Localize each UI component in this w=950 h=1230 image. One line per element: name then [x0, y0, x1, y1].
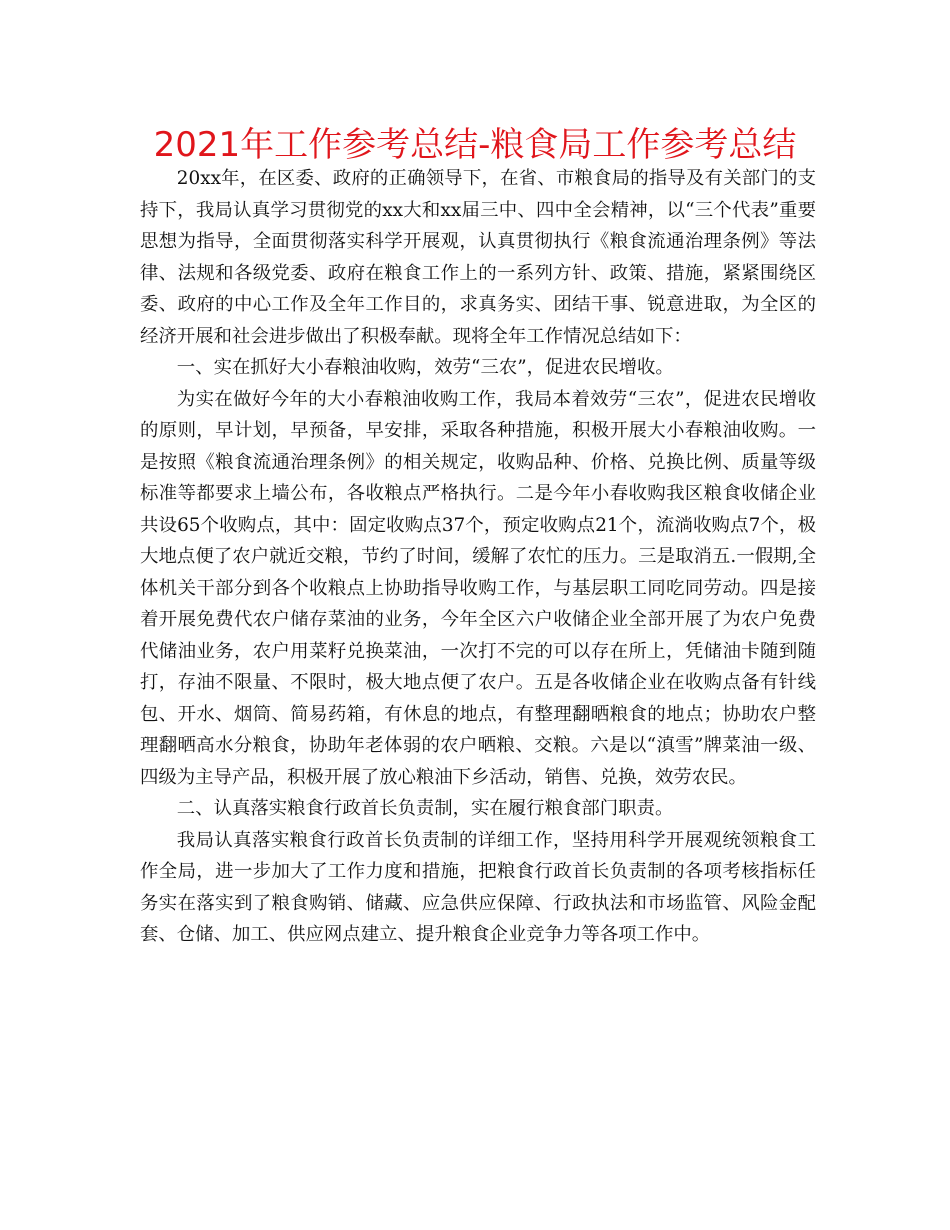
section-heading-1: 一、实在抓好大小春粮油收购，效劳“三农”，促进农民增收。 [176, 357, 674, 378]
section-heading-2: 二、认真落实粮食行政首长负责制，实在履行粮食部门职责。 [176, 798, 674, 819]
section-1-paragraph: 为实在做好今年的大小春粮油收购工作，我局本着效劳“三农”，促进农民增收的原则，早计划，早预备，早安排，采取各种措施，积极开展大小春粮油收购。一是按照《粮食流通治理条例》的相关规定，收购品种、价格、兑换比例、质量等级标准等都要求上墙公布，各收粮点严格执行。二是今年小春收购我区粮食收储企业共设65个收购点，其中：固定收购点37个，预定收购点21个，流淌收购点7个，极大地点便了农户就近交粮，节约了时间，缓解了农忙的压力。三是取消五.一假期,全体机关干部分到各个收粮点上协助指导收购工作，与基层职工同吃同劳动。四是接着开展免费代农户储存菜油的业务，今年全区六户收储企业全部开展了为农户免费代储油业务，农户用菜籽兑换菜油，一次打不完的可以存在所上，凭储油卡随到随打，存油不限量、不限时，极大地点便了农户。五是各收储企业在收购点备有针线包、开水、烟筒、简易药箱，有休息的地点，有整理翻晒粮食的地点；协助农户整理翻晒高水分粮食，协助年老体弱的农户晒粮、交粮。六是以“滇雪”牌菜油一级、四级为主导产品，积极开展了放心粮油下乡活动，销售、兑换，效劳农民。 [140, 388, 816, 788]
intro-paragraph: 20xx年，在区委、政府的正确领导下，在省、市粮食局的指导及有关部门的支持下，我局认真学习贯彻党的xx大和xx届三中、四中全会精神，以“三个代表”重要思想为指导，全面贯彻落实科学开展观，认真贯彻执行《粮食流通治理条例》等法律、法规和各级党委、政府在粮食工作上的一系列方针、政策、措施，紧紧围绕区委、政府的中心工作及全年工作目的，求真务实、团结干事、锐意进取，为全区的经济开展和社会进步做出了积极奉献。现将全年工作情况总结如下： [140, 168, 816, 347]
section-2-paragraph: 我局认真落实粮食行政首长负责制的详细工作，坚持用科学开展观统领粮食工作全局，进一步加大了工作力度和措施，把粮食行政首长负责制的各项考核指标任务实在落实到了粮食购销、储藏、应急供应保障、行政执法和市场监管、风险金配套、仓储、加工、供应网点建立、提升粮食企业竞争力等各项工作中。 [140, 829, 816, 945]
document-body [140, 163, 816, 951]
document-title: 2021年工作参考总结-粮食局工作参考总结 [153, 125, 797, 165]
